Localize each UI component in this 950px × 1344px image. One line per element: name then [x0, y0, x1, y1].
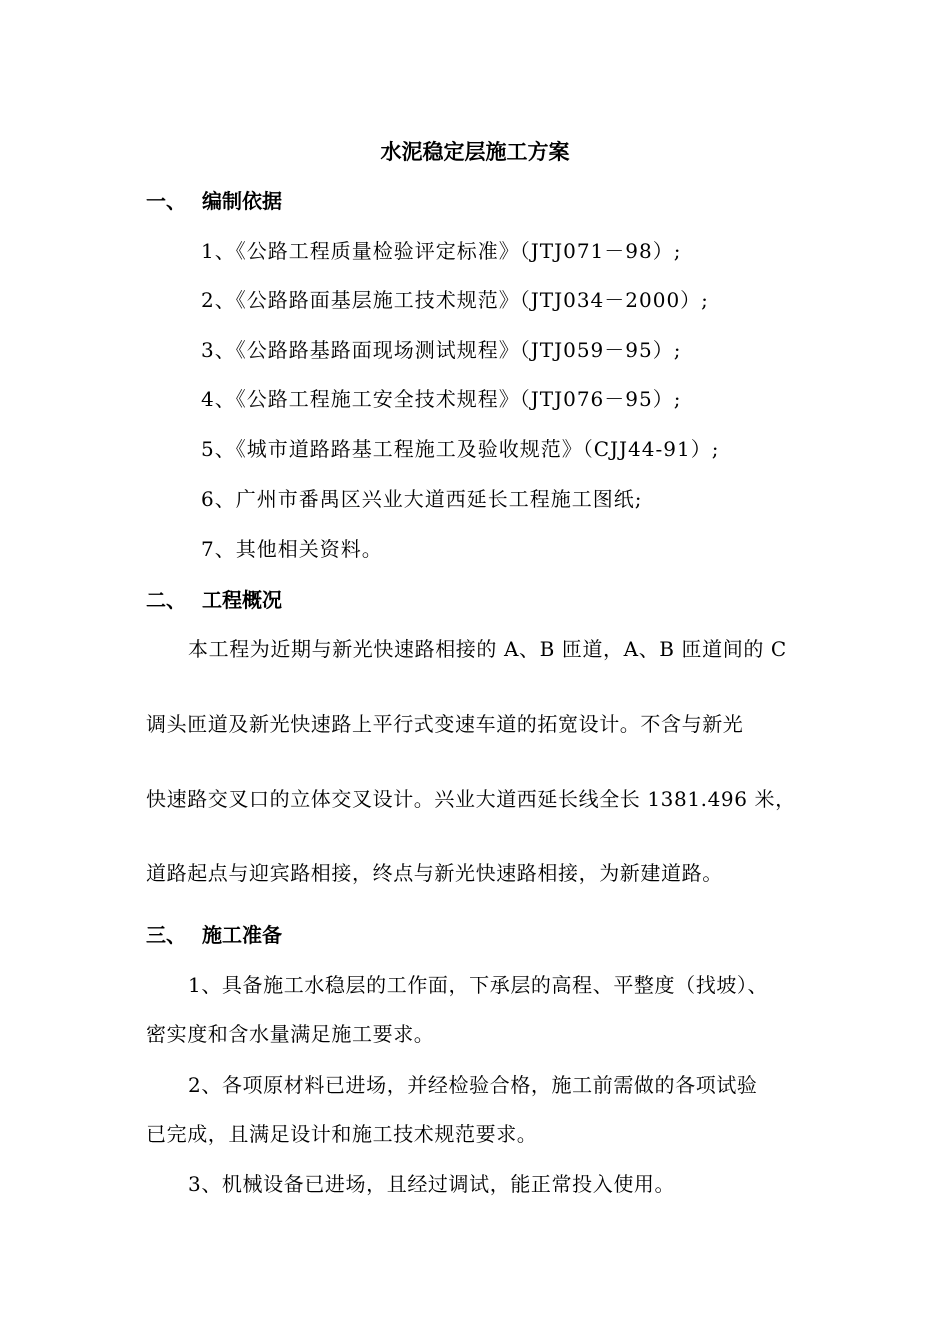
- reference-item: 6、广州市番禺区兴业大道西延长工程施工图纸;: [201, 487, 643, 511]
- paragraph-line: 本工程为近期与新光快速路相接的 A、B 匝道，A、B 匝道间的 C: [188, 637, 787, 661]
- section-number: 二、: [146, 588, 186, 612]
- reference-item: 2、《公路路面基层施工技术规范》（JTJ034－2000）;: [201, 288, 709, 312]
- reference-item: 7、其他相关资料。: [201, 537, 383, 561]
- section-title: 工程概况: [202, 588, 282, 612]
- paragraph-line: 3、机械设备已进场，且经过调试，能正常投入使用。: [188, 1172, 676, 1196]
- paragraph-line: 调头匝道及新光快速路上平行式变速车道的拓宽设计。不含与新光: [146, 712, 744, 736]
- reference-item: 5、《城市道路路基工程施工及验收规范》（CJJ44-91）;: [201, 437, 720, 461]
- document-title: 水泥稳定层施工方案: [380, 139, 570, 164]
- section-title: 编制依据: [202, 189, 282, 213]
- paragraph-line: 1、具备施工水稳层的工作面，下承层的高程、平整度（找坡）、: [188, 973, 769, 997]
- section-heading-3: [146, 922, 282, 948]
- paragraph-line: 道路起点与迎宾路相接，终点与新光快速路相接，为新建道路。: [146, 861, 723, 885]
- section-number: 三、: [146, 923, 186, 947]
- paragraph-line: 2、各项原材料已进场，并经检验合格，施工前需做的各项试验: [188, 1073, 758, 1097]
- paragraph-line: 密实度和含水量满足施工要求。: [146, 1022, 435, 1046]
- reference-item: 3、《公路路基路面现场测试规程》（JTJ059－95）;: [201, 338, 682, 362]
- reference-item: 1、《公路工程质量检验评定标准》（JTJ071－98）;: [201, 239, 682, 263]
- section-heading-1: [146, 188, 282, 214]
- section-number: 一、: [146, 189, 186, 213]
- section-title: 施工准备: [202, 923, 282, 947]
- section-heading-2: [146, 587, 282, 613]
- paragraph-line: 已完成，且满足设计和施工技术规范要求。: [146, 1122, 538, 1146]
- reference-item: 4、《公路工程施工安全技术规程》（JTJ076－95）;: [201, 387, 682, 411]
- paragraph-line: 快速路交叉口的立体交叉设计。兴业大道西延长线全长 1381.496 米，: [146, 787, 796, 811]
